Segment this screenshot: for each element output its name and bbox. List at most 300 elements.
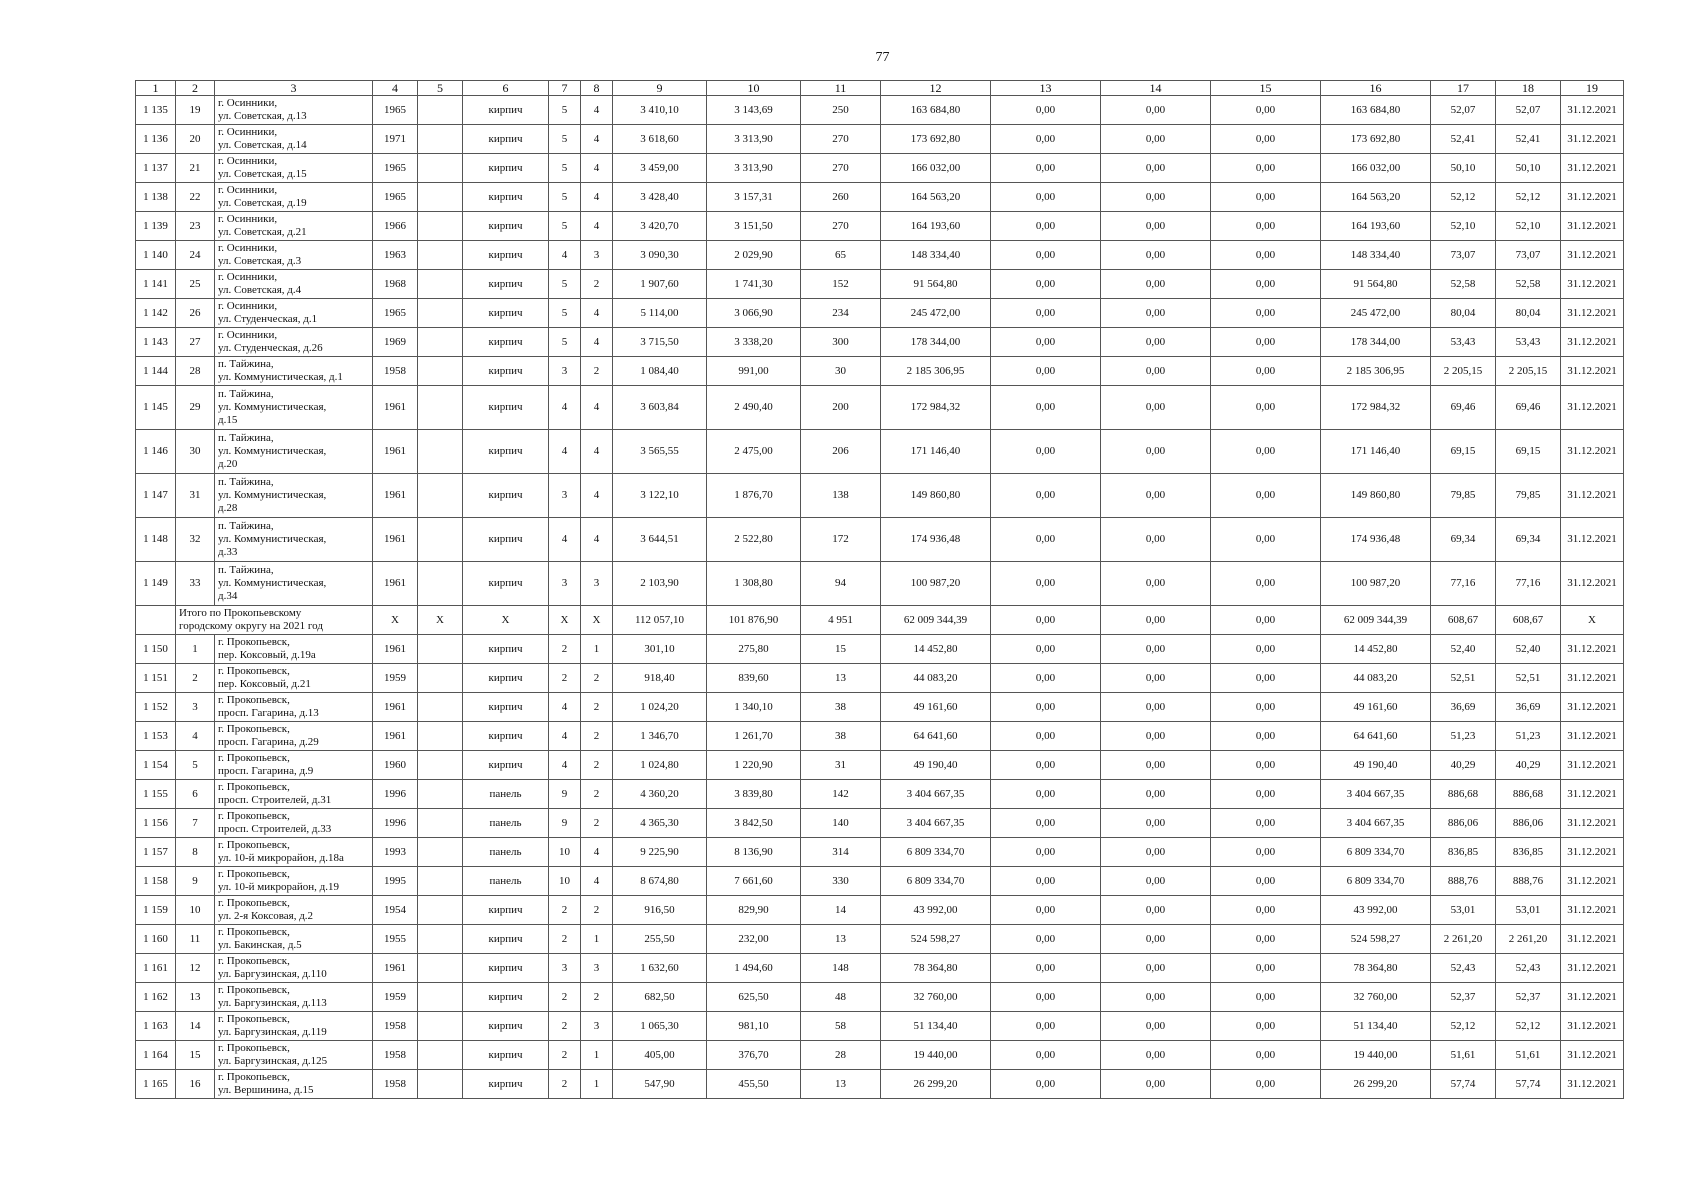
total-row: [136, 606, 1624, 635]
col15-cell: 0,00: [1211, 386, 1321, 430]
unit-cost-cell: 52,43: [1431, 954, 1496, 983]
address-cell: [215, 635, 373, 664]
unit-cost-cell: 80,04: [1431, 299, 1496, 328]
col16-cell: 3 404 667,35: [1321, 780, 1431, 809]
entrances-cell: 3: [581, 241, 613, 270]
row-number-cell: 1 156: [136, 809, 176, 838]
entrances-cell: 4: [581, 212, 613, 241]
living-area-cell: 3 157,31: [707, 183, 801, 212]
floors-cell: 5: [549, 299, 581, 328]
row-number-cell: 1 142: [136, 299, 176, 328]
limit-cost-cell: 886,06: [1496, 809, 1561, 838]
table-row: [136, 430, 1624, 474]
cost-cell: 3 404 667,35: [881, 809, 991, 838]
year-cell: 1954: [373, 896, 418, 925]
total-area-cell: 8 674,80: [613, 867, 707, 896]
sub-number-cell: 20: [176, 125, 215, 154]
table-row: [136, 357, 1624, 386]
living-area-cell: 625,50: [707, 983, 801, 1012]
col5-cell: [418, 125, 463, 154]
table-row: [136, 722, 1624, 751]
address-cell: [215, 386, 373, 430]
row-number-cell: 1 153: [136, 722, 176, 751]
total-label-line: городскому округу на 2021 год: [179, 620, 323, 632]
residents-cell: 13: [801, 664, 881, 693]
unit-cost-cell: 2 261,20: [1431, 925, 1496, 954]
limit-cost-cell: 52,41: [1496, 125, 1561, 154]
col13-cell: 0,00: [991, 751, 1101, 780]
col16-cell: 44 083,20: [1321, 664, 1431, 693]
total-area-cell: 3 618,60: [613, 125, 707, 154]
col15-cell: 0,00: [1211, 983, 1321, 1012]
col14-cell: 0,00: [1101, 154, 1211, 183]
sub-number-cell: 16: [176, 1070, 215, 1099]
address-line: г. Прокопьевск,: [218, 1042, 290, 1054]
col13-cell: 0,00: [991, 430, 1101, 474]
date-cell: 31.12.2021: [1561, 838, 1624, 867]
floors-cell: 2: [549, 896, 581, 925]
cost-cell: 163 684,80: [881, 96, 991, 125]
col16-cell: 19 440,00: [1321, 1041, 1431, 1070]
address-line: ул. Советская, д.13: [218, 110, 307, 122]
year-cell: 1965: [373, 96, 418, 125]
unit-cost-cell: 52,51: [1431, 664, 1496, 693]
total-area-cell: 3 644,51: [613, 518, 707, 562]
residents-cell: 4 951: [801, 606, 881, 635]
address-line: г. Прокопьевск,: [218, 1013, 290, 1025]
address-cell: [215, 212, 373, 241]
col16-cell: 524 598,27: [1321, 925, 1431, 954]
floors-cell: 2: [549, 664, 581, 693]
total-area-cell: 3 565,55: [613, 430, 707, 474]
entrances-cell: 4: [581, 183, 613, 212]
sub-number-cell: 19: [176, 96, 215, 125]
residents-cell: 152: [801, 270, 881, 299]
entrances-cell: 2: [581, 722, 613, 751]
address-line: п. Тайжина,: [218, 564, 274, 576]
address-line: просп. Гагарина, д.29: [218, 736, 319, 748]
col14-cell: 0,00: [1101, 896, 1211, 925]
column-number-header: 8: [581, 81, 613, 96]
entrances-cell: 4: [581, 867, 613, 896]
housing-register-table: [135, 80, 1624, 1099]
material-cell: кирпич: [463, 212, 549, 241]
col16-cell: 26 299,20: [1321, 1070, 1431, 1099]
year-cell: 1955: [373, 925, 418, 954]
table-row: [136, 925, 1624, 954]
address-line: ул. 2-я Коксовая, д.2: [218, 910, 314, 922]
col13-cell: 0,00: [991, 1012, 1101, 1041]
cost-cell: 43 992,00: [881, 896, 991, 925]
total-area-cell: 682,50: [613, 983, 707, 1012]
col13-cell: 0,00: [991, 328, 1101, 357]
material-cell: панель: [463, 867, 549, 896]
col16-cell: 91 564,80: [1321, 270, 1431, 299]
material-cell: панель: [463, 780, 549, 809]
entrances-cell: 3: [581, 1012, 613, 1041]
row-number-cell: 1 145: [136, 386, 176, 430]
col13-cell: 0,00: [991, 1070, 1101, 1099]
col16-cell: 49 161,60: [1321, 693, 1431, 722]
residents-cell: 260: [801, 183, 881, 212]
cost-cell: 100 987,20: [881, 562, 991, 606]
row-number-cell: 1 147: [136, 474, 176, 518]
limit-cost-cell: 51,61: [1496, 1041, 1561, 1070]
sub-number-cell: 12: [176, 954, 215, 983]
address-line: г. Прокопьевск,: [218, 665, 290, 677]
address-line: г. Прокопьевск,: [218, 1071, 290, 1083]
col16-cell: 6 809 334,70: [1321, 838, 1431, 867]
col5-cell: [418, 1012, 463, 1041]
total-area-cell: 1 346,70: [613, 722, 707, 751]
living-area-cell: 1 876,70: [707, 474, 801, 518]
entrances-cell: 3: [581, 562, 613, 606]
entrances-cell: 1: [581, 635, 613, 664]
total-area-cell: 301,10: [613, 635, 707, 664]
address-line: г. Осинники,: [218, 184, 278, 196]
material-cell: панель: [463, 838, 549, 867]
material-cell: кирпич: [463, 562, 549, 606]
address-line: д.33: [218, 546, 238, 558]
unit-cost-cell: 51,61: [1431, 1041, 1496, 1070]
material-cell: кирпич: [463, 241, 549, 270]
cost-cell: 524 598,27: [881, 925, 991, 954]
col16-cell: 148 334,40: [1321, 241, 1431, 270]
table-row: [136, 328, 1624, 357]
residents-cell: 30: [801, 357, 881, 386]
floors-cell: 2: [549, 925, 581, 954]
unit-cost-cell: 52,12: [1431, 1012, 1496, 1041]
living-area-cell: 455,50: [707, 1070, 801, 1099]
address-cell: [215, 96, 373, 125]
sub-number-cell: 5: [176, 751, 215, 780]
col15-cell: 0,00: [1211, 867, 1321, 896]
year-cell: 1959: [373, 664, 418, 693]
living-area-cell: 839,60: [707, 664, 801, 693]
col15-cell: 0,00: [1211, 925, 1321, 954]
total-area-cell: 255,50: [613, 925, 707, 954]
cost-cell: 6 809 334,70: [881, 838, 991, 867]
col15-cell: 0,00: [1211, 722, 1321, 751]
material-cell: кирпич: [463, 270, 549, 299]
date-cell: 31.12.2021: [1561, 562, 1624, 606]
row-number-cell: 1 135: [136, 96, 176, 125]
col16-cell: 166 032,00: [1321, 154, 1431, 183]
col15-cell: 0,00: [1211, 328, 1321, 357]
table-row: [136, 838, 1624, 867]
address-cell: [215, 954, 373, 983]
limit-cost-cell: 77,16: [1496, 562, 1561, 606]
col15-cell: 0,00: [1211, 664, 1321, 693]
floors-cell: 2: [549, 1041, 581, 1070]
address-cell: [215, 299, 373, 328]
total-area-cell: 1 065,30: [613, 1012, 707, 1041]
residents-cell: 142: [801, 780, 881, 809]
col16-cell: 78 364,80: [1321, 954, 1431, 983]
floors-cell: 2: [549, 635, 581, 664]
col14-cell: 0,00: [1101, 1041, 1211, 1070]
table-row: [136, 780, 1624, 809]
date-cell: 31.12.2021: [1561, 722, 1624, 751]
year-cell: 1961: [373, 693, 418, 722]
address-line: просп. Строителей, д.31: [218, 794, 332, 806]
row-number-cell: 1 157: [136, 838, 176, 867]
address-line: ул. Коммунистическая,: [218, 445, 327, 457]
col15-cell: 0,00: [1211, 1070, 1321, 1099]
col14-cell: 0,00: [1101, 925, 1211, 954]
date-cell: 31.12.2021: [1561, 983, 1624, 1012]
address-line: г. Прокопьевск,: [218, 752, 290, 764]
unit-cost-cell: 53,43: [1431, 328, 1496, 357]
col15-cell: 0,00: [1211, 430, 1321, 474]
col16-cell: 178 344,00: [1321, 328, 1431, 357]
date-cell: 31.12.2021: [1561, 1070, 1624, 1099]
address-cell: [215, 809, 373, 838]
material-cell: панель: [463, 809, 549, 838]
date-cell: X: [1561, 606, 1624, 635]
living-area-cell: 275,80: [707, 635, 801, 664]
material-cell: кирпич: [463, 635, 549, 664]
living-area-cell: 991,00: [707, 357, 801, 386]
row-number-cell: 1 160: [136, 925, 176, 954]
unit-cost-cell: 52,37: [1431, 983, 1496, 1012]
col15-cell: 0,00: [1211, 635, 1321, 664]
floors-cell: 5: [549, 328, 581, 357]
col15-cell: 0,00: [1211, 562, 1321, 606]
limit-cost-cell: 69,15: [1496, 430, 1561, 474]
address-line: ул. Студенческая, д.1: [218, 313, 318, 325]
row-number-cell: 1 155: [136, 780, 176, 809]
total-area-cell: 4 365,30: [613, 809, 707, 838]
residents-cell: 38: [801, 693, 881, 722]
sub-number-cell: 15: [176, 1041, 215, 1070]
floors-cell: 5: [549, 270, 581, 299]
address-line: ул. Коммунистическая,: [218, 489, 327, 501]
column-number-header: 1: [136, 81, 176, 96]
col15-cell: 0,00: [1211, 96, 1321, 125]
year-cell: 1961: [373, 635, 418, 664]
address-line: ул. Баргузинская, д.125: [218, 1055, 328, 1067]
residents-cell: 14: [801, 896, 881, 925]
address-cell: [215, 1012, 373, 1041]
unit-cost-cell: 2 205,15: [1431, 357, 1496, 386]
sub-number-cell: 1: [176, 635, 215, 664]
address-cell: [215, 562, 373, 606]
col16-cell: 149 860,80: [1321, 474, 1431, 518]
year-cell: 1958: [373, 1012, 418, 1041]
sub-number-cell: 30: [176, 430, 215, 474]
floors-cell: 2: [549, 1070, 581, 1099]
sub-number-cell: 14: [176, 1012, 215, 1041]
table-row: [136, 474, 1624, 518]
sub-number-cell: 4: [176, 722, 215, 751]
col5-cell: [418, 925, 463, 954]
total-area-cell: 3 459,00: [613, 154, 707, 183]
col14-cell: 0,00: [1101, 954, 1211, 983]
limit-cost-cell: 886,68: [1496, 780, 1561, 809]
limit-cost-cell: 69,46: [1496, 386, 1561, 430]
address-line: ул. Студенческая, д.26: [218, 342, 323, 354]
year-cell: 1996: [373, 809, 418, 838]
column-number-header: 14: [1101, 81, 1211, 96]
address-line: ул. Советская, д.15: [218, 168, 307, 180]
entrances-cell: 4: [581, 518, 613, 562]
unit-cost-cell: 52,12: [1431, 183, 1496, 212]
table-row: [136, 896, 1624, 925]
column-number-header: 18: [1496, 81, 1561, 96]
unit-cost-cell: 52,07: [1431, 96, 1496, 125]
column-number-header: 17: [1431, 81, 1496, 96]
year-cell: 1969: [373, 328, 418, 357]
living-area-cell: 3 066,90: [707, 299, 801, 328]
address-line: ул. Советская, д.4: [218, 284, 302, 296]
year-cell: 1958: [373, 1041, 418, 1070]
year-cell: 1961: [373, 430, 418, 474]
column-number-header: 9: [613, 81, 707, 96]
col5-cell: [418, 212, 463, 241]
date-cell: 31.12.2021: [1561, 474, 1624, 518]
entrances-cell: 1: [581, 925, 613, 954]
sub-number-cell: 31: [176, 474, 215, 518]
material-cell: кирпич: [463, 96, 549, 125]
limit-cost-cell: 2 261,20: [1496, 925, 1561, 954]
row-number-cell: 1 139: [136, 212, 176, 241]
row-number-cell: 1 138: [136, 183, 176, 212]
address-line: ул. Советская, д.14: [218, 139, 307, 151]
limit-cost-cell: 69,34: [1496, 518, 1561, 562]
living-area-cell: 1 261,70: [707, 722, 801, 751]
address-line: ул. Баргузинская, д.113: [218, 997, 327, 1009]
table-row: [136, 212, 1624, 241]
col5-cell: [418, 430, 463, 474]
col15-cell: 0,00: [1211, 125, 1321, 154]
sub-number-cell: 25: [176, 270, 215, 299]
floors-cell: 4: [549, 722, 581, 751]
total-area-cell: 9 225,90: [613, 838, 707, 867]
col5-cell: [418, 722, 463, 751]
col14-cell: 0,00: [1101, 357, 1211, 386]
floors-cell: 4: [549, 430, 581, 474]
limit-cost-cell: 52,07: [1496, 96, 1561, 125]
address-cell: [215, 664, 373, 693]
living-area-cell: 7 661,60: [707, 867, 801, 896]
limit-cost-cell: 836,85: [1496, 838, 1561, 867]
address-cell: [215, 518, 373, 562]
col16-cell: 171 146,40: [1321, 430, 1431, 474]
year-cell: 1971: [373, 125, 418, 154]
col15-cell: 0,00: [1211, 1012, 1321, 1041]
material-cell: кирпич: [463, 299, 549, 328]
col15-cell: 0,00: [1211, 518, 1321, 562]
date-cell: 31.12.2021: [1561, 518, 1624, 562]
material-cell: кирпич: [463, 722, 549, 751]
total-area-cell: 1 907,60: [613, 270, 707, 299]
date-cell: 31.12.2021: [1561, 241, 1624, 270]
row-number-cell: 1 161: [136, 954, 176, 983]
col16-cell: 2 185 306,95: [1321, 357, 1431, 386]
cost-cell: 14 452,80: [881, 635, 991, 664]
living-area-cell: 376,70: [707, 1041, 801, 1070]
address-cell: [215, 925, 373, 954]
floors-cell: 4: [549, 693, 581, 722]
col15-cell: 0,00: [1211, 183, 1321, 212]
address-line: г. Осинники,: [218, 271, 278, 283]
residents-cell: 48: [801, 983, 881, 1012]
table-row: [136, 241, 1624, 270]
date-cell: 31.12.2021: [1561, 809, 1624, 838]
date-cell: 31.12.2021: [1561, 154, 1624, 183]
column-number-header: 10: [707, 81, 801, 96]
address-line: г. Осинники,: [218, 97, 278, 109]
col16-cell: 32 760,00: [1321, 983, 1431, 1012]
unit-cost-cell: 608,67: [1431, 606, 1496, 635]
cost-cell: 149 860,80: [881, 474, 991, 518]
limit-cost-cell: 53,43: [1496, 328, 1561, 357]
address-line: г. Осинники,: [218, 213, 278, 225]
living-area-cell: 829,90: [707, 896, 801, 925]
row-number-cell: 1 144: [136, 357, 176, 386]
date-cell: 31.12.2021: [1561, 635, 1624, 664]
sub-number-cell: 7: [176, 809, 215, 838]
sub-number-cell: 28: [176, 357, 215, 386]
address-line: г. Прокопьевск,: [218, 810, 290, 822]
cost-cell: 32 760,00: [881, 983, 991, 1012]
table-row: [136, 1012, 1624, 1041]
date-cell: 31.12.2021: [1561, 1041, 1624, 1070]
date-cell: 31.12.2021: [1561, 430, 1624, 474]
col13-cell: 0,00: [991, 693, 1101, 722]
row-number-cell: 1 159: [136, 896, 176, 925]
row-number-cell: 1 162: [136, 983, 176, 1012]
row-number-cell: 1 146: [136, 430, 176, 474]
year-cell: 1961: [373, 722, 418, 751]
col13-cell: 0,00: [991, 96, 1101, 125]
residents-cell: 138: [801, 474, 881, 518]
residents-cell: 65: [801, 241, 881, 270]
total-area-cell: 112 057,10: [613, 606, 707, 635]
col13-cell: 0,00: [991, 867, 1101, 896]
sub-number-cell: 32: [176, 518, 215, 562]
cost-cell: 6 809 334,70: [881, 867, 991, 896]
address-line: д.20: [218, 458, 238, 470]
col15-cell: 0,00: [1211, 357, 1321, 386]
col5-cell: [418, 635, 463, 664]
living-area-cell: 2 490,40: [707, 386, 801, 430]
unit-cost-cell: 52,41: [1431, 125, 1496, 154]
col14-cell: 0,00: [1101, 474, 1211, 518]
cost-cell: 148 334,40: [881, 241, 991, 270]
table-row: [136, 562, 1624, 606]
material-cell: кирпич: [463, 1012, 549, 1041]
col14-cell: 0,00: [1101, 96, 1211, 125]
col13-cell: 0,00: [991, 983, 1101, 1012]
column-number-row: [136, 81, 1624, 96]
entrances-cell: 2: [581, 983, 613, 1012]
cost-cell: 171 146,40: [881, 430, 991, 474]
address-line: г. Прокопьевск,: [218, 723, 290, 735]
cost-cell: 164 563,20: [881, 183, 991, 212]
unit-cost-cell: 886,06: [1431, 809, 1496, 838]
row-number-cell: 1 158: [136, 867, 176, 896]
entrances-cell: 4: [581, 386, 613, 430]
year-cell: 1961: [373, 518, 418, 562]
empty-cell: [136, 606, 176, 635]
col16-cell: 164 563,20: [1321, 183, 1431, 212]
address-line: пер. Коксовый, д.21: [218, 678, 311, 690]
residents-cell: 206: [801, 430, 881, 474]
residents-cell: 330: [801, 867, 881, 896]
col14-cell: 0,00: [1101, 125, 1211, 154]
